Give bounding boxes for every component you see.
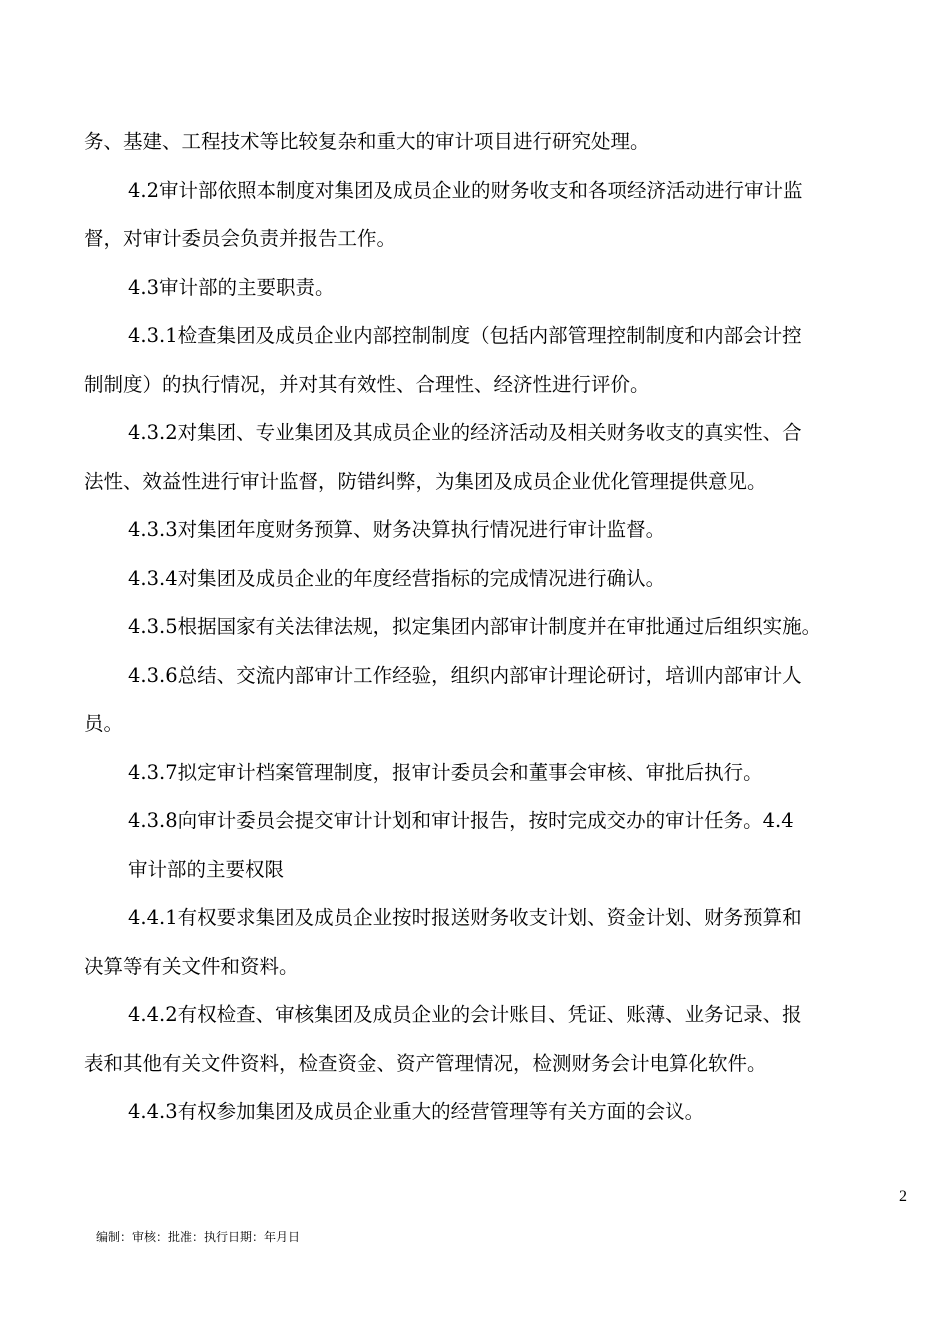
footer-approval-line: 编制：审核：批准：执行日期：年月日	[96, 1230, 301, 1244]
text-line: 审计部的主要权限	[128, 857, 285, 881]
text-line: 4.3.7拟定审计档案管理制度，报审计委员会和董事会审核、审批后执行。	[128, 760, 763, 784]
text-line: 4.3.2对集团、专业集团及其成员企业的经济活动及相关财务收支的真实性、合	[128, 421, 802, 444]
text-line: 4.3.3对集团年度财务预算、财务决算执行情况进行审计监督。	[128, 518, 666, 541]
page-number: 2	[899, 1188, 907, 1205]
text-line: 4.3.1检查集团及成员企业内部控制制度（包括内部管理控制制度和内部会计控	[128, 324, 802, 347]
text-line: 4.3.6总结、交流内部审计工作经验，组织内部审计理论研讨，培训内部审计人	[128, 663, 802, 687]
text-line: 4.4.3有权参加集团及成员企业重大的经营管理等有关方面的会议。	[128, 1100, 705, 1123]
document-paragraph	[84, 118, 909, 1137]
text-line: 4.3审计部的主要职责。	[128, 275, 335, 299]
text-line: 4.4.2有权检查、审核集团及成员企业的会计账目、凭证、账薄、业务记录、报	[128, 1003, 802, 1026]
text-line: 督，对审计委员会负责并报告工作。	[84, 227, 397, 250]
text-line: 表和其他有关文件资料，检查资金、资产管理情况，检测财务会计电算化软件。	[84, 1051, 767, 1075]
text-line: 4.3.5根据国家有关法律法规，拟定集团内部审计制度并在审批通过后组织实施。	[128, 615, 822, 638]
text-line: 制制度）的执行情况，并对其有效性、合理性、经济性进行评价。	[84, 372, 650, 396]
body-text	[84, 118, 909, 1137]
text-line: 4.3.8向审计委员会提交审计计划和审计报告，按时完成交办的审计任务。4.4	[128, 809, 794, 832]
text-line: 决算等有关文件和资料。	[84, 954, 299, 978]
text-line: 4.2审计部依照本制度对集团及成员企业的财务收支和各项经济活动进行审计监	[128, 178, 803, 202]
text-line: 务、基建、工程技术等比较复杂和重大的审计项目进行研究处理。	[84, 130, 650, 153]
text-line: 员。	[84, 712, 124, 735]
text-line: 4.3.4对集团及成员企业的年度经营指标的完成情况进行确认。	[128, 566, 666, 590]
text-line: 法性、效益性进行审计监督，防错纠弊，为集团及成员企业优化管理提供意见。	[84, 469, 767, 493]
text-line: 4.4.1有权要求集团及成员企业按时报送财务收支计划、资金计划、财务预算和	[128, 906, 802, 929]
